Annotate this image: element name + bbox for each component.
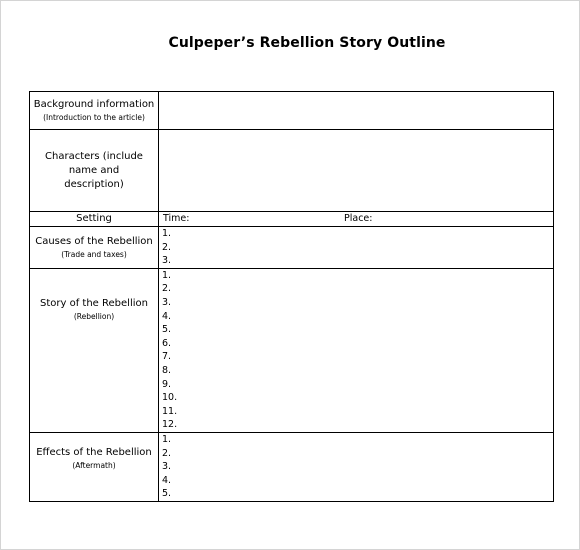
- characters-label-cell: [30, 130, 159, 212]
- list-item: 2.: [162, 283, 172, 295]
- list-item: 3.: [162, 461, 172, 473]
- list-item: 4.: [162, 310, 172, 322]
- background-label-cell: [30, 92, 159, 130]
- effects-label: Effects of the Rebellion: [36, 446, 152, 458]
- story-row: [30, 268, 554, 432]
- characters-field[interactable]: [159, 130, 554, 212]
- background-row: [30, 92, 554, 130]
- setting-row: [30, 212, 554, 227]
- list-item: 1.: [162, 269, 172, 281]
- list-item: 8.: [162, 364, 172, 376]
- setting-label: Setting: [76, 213, 112, 224]
- story-label-cell: [30, 268, 159, 432]
- setting-field[interactable]: [159, 212, 554, 227]
- background-field[interactable]: [159, 92, 554, 130]
- list-item: 6.: [162, 337, 172, 349]
- time-label: Time:: [163, 213, 190, 224]
- background-sublabel: (Introduction to the article): [43, 113, 145, 122]
- story-sublabel: (Rebellion): [73, 311, 115, 321]
- list-item: 2.: [162, 447, 172, 459]
- list-item: 11.: [162, 405, 178, 417]
- list-item: 5.: [162, 324, 172, 336]
- effects-row: [30, 432, 554, 501]
- list-item: 1.: [162, 228, 172, 239]
- document-title: Culpeper’s Rebellion Story Outline: [168, 35, 446, 51]
- list-item: 10.: [162, 392, 178, 404]
- characters-row: [30, 130, 554, 212]
- outline-table: [29, 91, 554, 502]
- story-label: Story of the Rebellion: [40, 297, 148, 309]
- list-item: 1.: [162, 433, 172, 445]
- causes-sublabel: (Trade and taxes): [61, 249, 127, 259]
- list-item: 5.: [162, 488, 172, 500]
- causes-field[interactable]: [159, 227, 554, 269]
- causes-label: Causes of the Rebellion: [35, 235, 153, 247]
- effects-list: [159, 433, 553, 501]
- effects-label-cell: [30, 432, 159, 501]
- list-item: 4.: [162, 474, 172, 486]
- story-list: [159, 269, 553, 432]
- story-field[interactable]: [159, 268, 554, 432]
- characters-label: Characters (include name and description): [45, 150, 143, 190]
- effects-field[interactable]: [159, 432, 554, 501]
- list-item: 9.: [162, 378, 172, 390]
- causes-row: [30, 227, 554, 269]
- causes-list: [159, 227, 553, 268]
- background-label: Background information: [33, 99, 155, 110]
- list-item: 3.: [162, 255, 172, 267]
- list-item: 7.: [162, 351, 172, 363]
- setting-label-cell: [30, 212, 159, 227]
- place-label: Place:: [344, 213, 373, 224]
- effects-sublabel: (Aftermath): [72, 460, 116, 470]
- list-item: 3.: [162, 296, 172, 308]
- list-item: 2.: [162, 241, 172, 253]
- causes-label-cell: [30, 227, 159, 269]
- list-item: 12.: [162, 419, 178, 431]
